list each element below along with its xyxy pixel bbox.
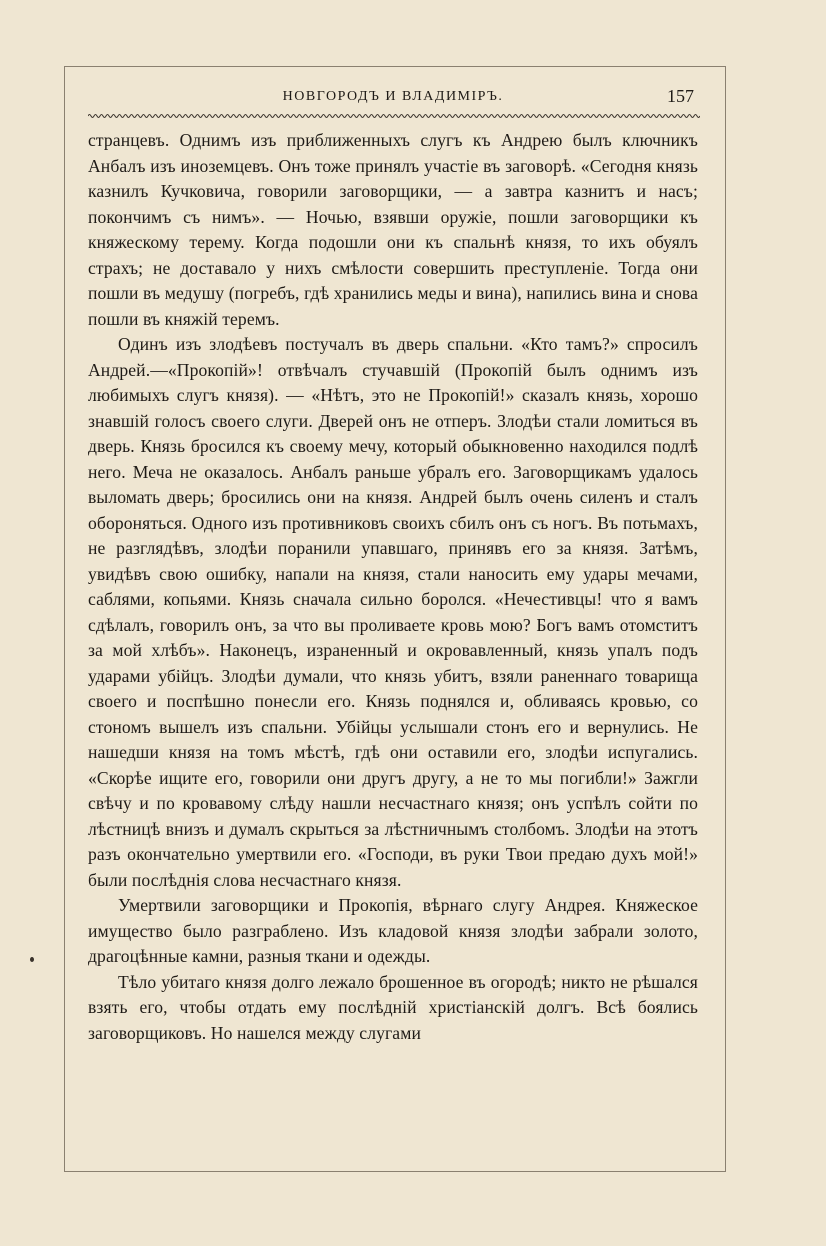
paragraph-2: Одинъ изъ злодѣевъ постучалъ въ дверь спальни. «Кто тамъ?» спросилъ Андрей.—«Прокопій»! отвѣчалъ стучавшій (Прокопій былъ однимъ изъ любимыхъ слугъ князя). — «Нѣтъ, это не Прокопій!» сказалъ князь, хорошо знавшій голосъ своего слуги. Дверей онъ не отперъ. Злодѣи стали ломиться въ дверь. Князь бросился къ своему мечу, который обыкновенно находился подлѣ него. Меча не оказалось. Анбалъ раньше убралъ его. Заговорщикамъ удалось выломать дверь; бросились они на князя. Андрей былъ очень силенъ и сталъ обороняться. Одного изъ противниковъ своихъ сбилъ онъ съ ногъ. Въ потьмахъ, не разглядѣвъ, злодѣи поранили упавшаго, принявъ его за князя. Затѣмъ, увидѣвъ свою ошибку, напали на князя, стали наносить ему удары мечами, саблями, копьями. Князь сначала сильно боролся. «Нечестивцы! что я вамъ сдѣлалъ, говорилъ онъ, за что вы проливаете кровь мою? Богъ вамъ отомститъ за мой хлѣбъ». Наконецъ, израненный и окровавленный, князь упалъ подъ ударами убійцъ. Злодѣи думали, что князь убитъ, взяли раненнаго товарища своего и поспѣшно понесли его. Князь поднялся и, обливаясь кровью, со стономъ вышелъ изъ спальни. Убійцы услышали стонъ его и вернулись. Не нашедши князя на томъ мѣстѣ, гдѣ они оставили его, злодѣи испугались. «Скорѣе ищите его, говорили они другъ другу, а не то мы погибли!» Зажгли свѣчу и по кровавому слѣду нашли несчастнаго князя; онъ успѣлъ сойти по лѣстницѣ внизъ и думалъ скрыться за лѣстничнымъ столбомъ. Злодѣи на этотъ разъ окончательно умертвили его. «Господи, въ руки Твои предаю духъ мой!» были послѣднія слова несчастнаго князя. (88, 334, 698, 890)
header-ornament-rule (88, 112, 700, 120)
paragraph-4: Тѣло убитаго князя долго лежало брошенное въ огородѣ; никто не рѣшался взять его, чтобы отдать ему послѣдній христіанскій долгъ. Всѣ боялись заговорщиковъ. Но нашелся между слугами (88, 971, 698, 1043)
margin-speck (30, 957, 34, 962)
paragraph-3: Умертвили заговорщики и Прокопія, вѣрнаго слугу Андрея. Княжеское имущество было разграблено. Изъ кладовой князя злодѣи забрали золото, драгоцѣнные камни, разныя ткани и одежды. (88, 895, 698, 966)
page-header (88, 86, 698, 112)
paragraph-1: странцевъ. Однимъ изъ приближенныхъ слугъ къ Андрею былъ ключникъ Анбалъ изъ иноземцевъ. Онъ тоже принялъ участіе въ заговорѣ. «Сегодня князь казнилъ Кучковича, говорили заговорщики, — а завтра казнитъ и насъ; покончимъ съ нимъ». — Ночью, взявши оружіе, пошли заговорщики къ княжескому терему. Когда подошли они къ спальнѣ князя, то ихъ обуялъ страхъ; не доставало у нихъ смѣлости совершить преступленіе. Тогда они пошли въ медушу (погребъ, гдѣ хранились меды и вина), напились вина и снова пошли въ княжій теремъ. (88, 130, 698, 329)
body-text (88, 128, 698, 1046)
running-title: НОВГОРОДЪ И ВЛАДИМІРЪ. (282, 89, 504, 104)
page-number: 157 (667, 86, 694, 106)
